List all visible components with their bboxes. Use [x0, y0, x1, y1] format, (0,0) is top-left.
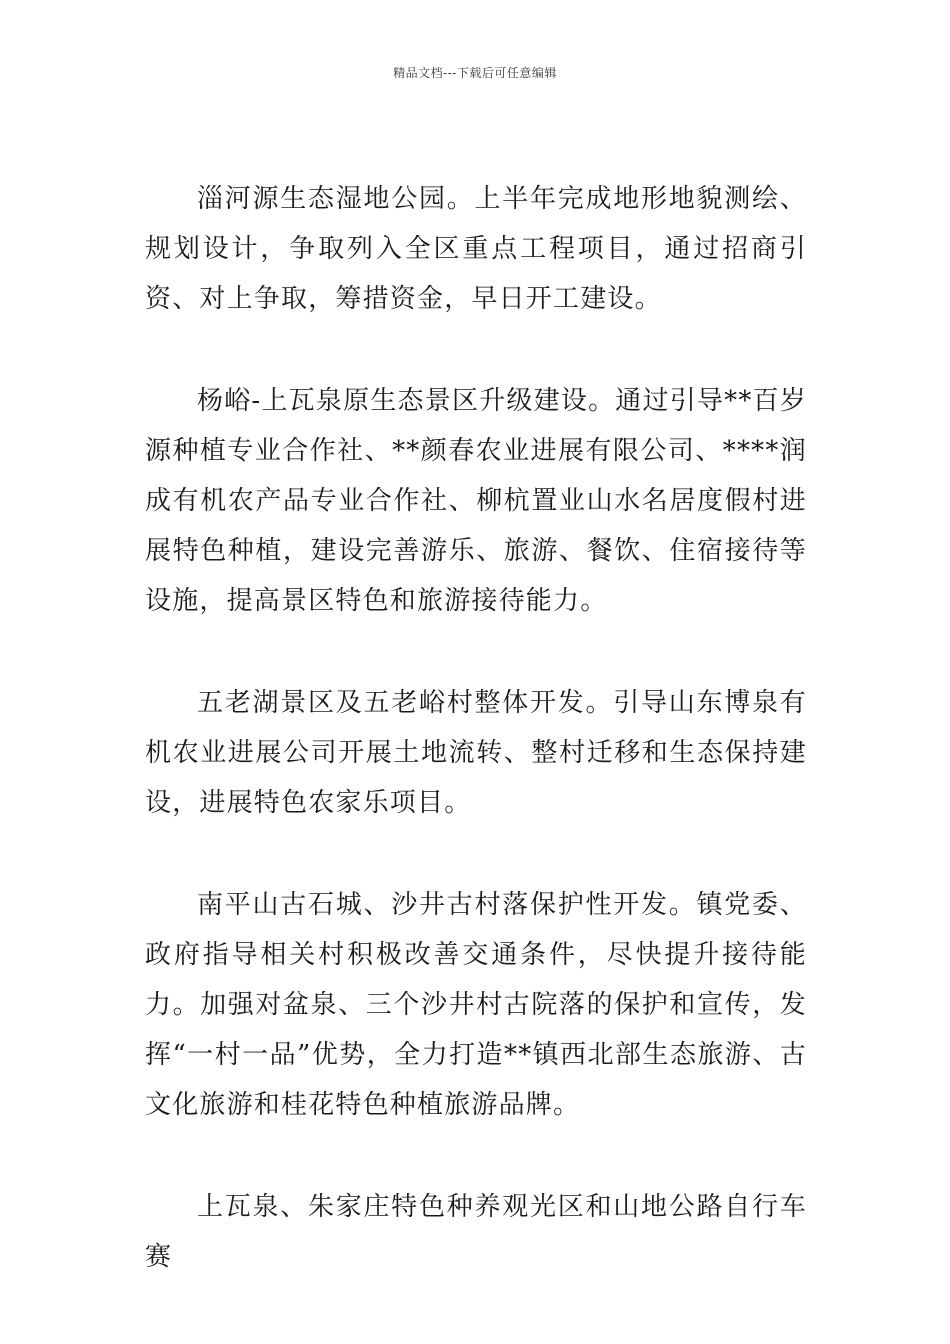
paragraph-wulao-lake: 五老湖景区及五老峪村整体开发。引导山东博泉有机农业进展公司开展土地流转、整村迁移和生态保持建设，进展特色农家乐项目。 [145, 688, 807, 818]
paragraph-zihe-wetland-park: 淄河源生态湿地公园。上半年完成地形地貌测绘、规划设计，争取列入全区重点工程项目，通过招商引资、对上争取，筹措资金，早日开工建设。 [145, 184, 807, 314]
paragraph-yangyu-scenic-area: 杨峪-上瓦泉原生态景区升级建设。通过引导**百岁源种植专业合作社、**颜春农业进展有限公司、****润成有机农产品专业合作社、柳杭置业山水名居度假村进展特色种植，建设完善游乐、旅游、餐饮、住宿接待等设施，提高景区特色和旅游接待能力。 [145, 386, 807, 616]
page-header: 精品文档---下载后可任意编辑 [393, 66, 557, 80]
paragraph-shangwaquan-sightseeing: 上瓦泉、朱家庄特色种养观光区和山地公路自行车赛 [145, 1192, 807, 1272]
paragraph-nanpingshan-stone-city: 南平山古石城、沙井古村落保护性开发。镇党委、政府指导相关村积极改善交通条件，尽快提升接待能力。加强对盆泉、三个沙井村古院落的保护和宣传，发挥“一村一品”优势，全力打造**镇西北部生态旅游、古文化旅游和桂花特色种植旅游品牌。 [145, 890, 807, 1120]
document-body [145, 174, 807, 1334]
